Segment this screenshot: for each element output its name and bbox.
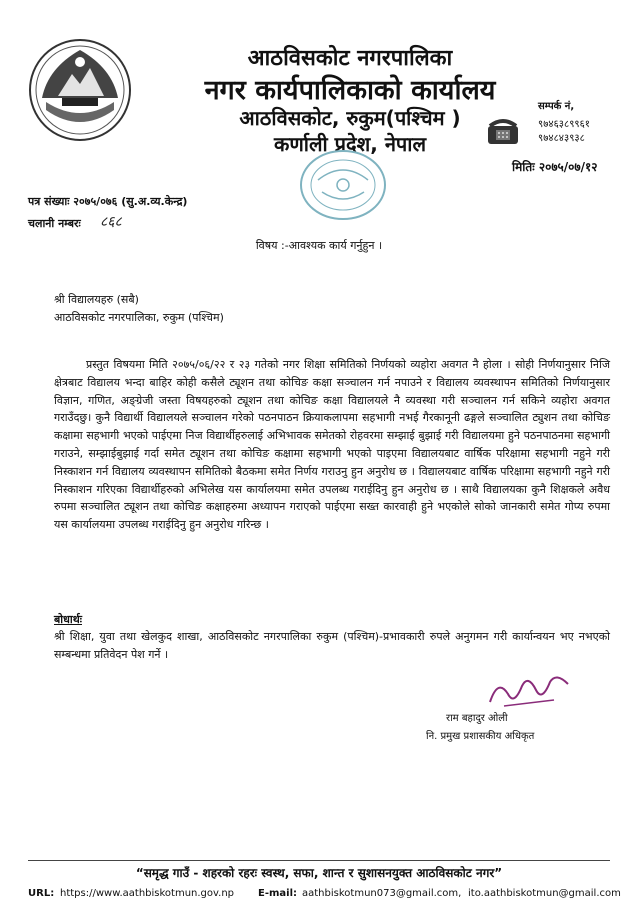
- addressee-line-2: आठविसकोट नगरपालिका, रुकुम (पश्चिम): [54, 311, 224, 324]
- dispatch-number-handwritten: ८६८: [100, 214, 122, 230]
- contact-label: सम्पर्क नं,: [538, 101, 575, 112]
- website-link[interactable]: https://www.aathbiskotmun.gov.np: [60, 888, 235, 899]
- letter-subject: विषय :-आवश्यक कार्य गर्नुहुन ।: [255, 239, 383, 252]
- contact-phone-2: ९७४८४३९३८: [538, 133, 585, 144]
- signatory-title: नि. प्रमुख प्रशासकीय अधिकृत: [426, 731, 535, 742]
- cc-heading: बोधार्थः: [54, 613, 82, 626]
- telephone-icon: [486, 116, 520, 146]
- dispatch-number-label: चलानी नम्बरः: [28, 217, 81, 230]
- signatory-name: राम बहादुर ओली: [446, 713, 508, 724]
- letter-number: पत्र संख्याः २०७५/०७६ (सु.अ.व्य.केन्द्र): [28, 195, 188, 208]
- letter-date: मितिः २०७५/०७/१२: [512, 160, 598, 174]
- email-link-2[interactable]: ito.aathbiskotmun@gmail.com: [468, 888, 621, 899]
- email-label: E-mail:: [258, 888, 298, 899]
- province-country: कर्णाली प्रदेश, नेपाल: [273, 132, 427, 156]
- contact-phone-1: ९७४६३८९९६१: [538, 119, 590, 130]
- footer-divider: [28, 860, 610, 861]
- url-label: URL:: [28, 888, 55, 899]
- office-location: आठविसकोट, रुकुम(पश्चिम ): [239, 106, 461, 130]
- letter-body: प्रस्तुत विषयमा मिति २०७५/०६/२२ र २३ गतेको नगर शिक्षा समितिको निर्णयको व्यहोरा अवगत नै होला । सोही निर्णयानुसार निजि क्षेत्रबाट विद्यालय भन्दा बाहिर कोही कसैले ट्यूशन तथा कोचिङ कक्षा सञ्चालन गर्न नपाउने र विद्यालय व्यवस्थापन समितिको निर्णयानुसार विज्ञान, गणित, अङ्ग्रेजी जस्ता विषयहरुको ट्यूशन तथा कोचिङ कक्षा विद्यालयले नै व्यवस्था गरी सञ्चालन गर्न सकिने व्यहोरा अवगत गराउँदछु। कुनै विद्यार्थी विद्यालयले सञ्चालन गरेको पठनपाठन क्रियाकलापमा सहभागी नभई गैरकानूनी ढङ्गले सञ्चालित ट्युशन तथा कोचिङ कक्षामा सहभागी भएको पाईएमा निज विद्यार्थीहरुलाई अभिभावक समेतको रोहवरमा सम्झाई बुझाई गरी विद्यालयमा हुने पठनपाठनमा सहभागी गराउने, सम्झाईबुझाई गर्दा समेत ट्यूशन तथा कोचिङ कक्षामा सहभागी भएको पाइएमा विद्यालयबाट वार्षिक परिक्षामा सहभागी नहुने गरी निस्काशन गर्न विद्यालय व्यवस्थापन समितिको बैठकमा समेत निर्णय गराउनु हुन अनुरोध छ । विद्यालयबाट वार्षिक परिक्षामा सहभागी नहुने गरी निस्काशन गरिएका विद्यार्थीहरुको अभिलेख यस कार्यालयमा समेत उपलब्ध गराईदिनु हुन अनुरोध छ । साथै विद्यालयका कुनै शिक्षकले अवैध रुपमा सञ्चालित ट्यूशन तथा कोचिङ कक्षाहरुमा अध्यापन गराएको पाईएमा सख्त कारवाही हुने भएकोले सोको जानकारी समेत गोप्य रुपमा यस कार्यालयमा उपलब्ध गराईदिनु हुन अनुरोध गरिन्छ ।: [54, 358, 610, 532]
- handwritten-signature: [484, 672, 574, 712]
- office-name: नगर कार्यपालिकाको कार्यालय: [204, 75, 496, 106]
- footer-motto: “समृद्ध गाउँ - शहरको रहरः स्वस्थ, सफा, शान्त र सुशासनयुक्त आठविसकोट नगर”: [135, 866, 503, 880]
- nepal-emblem-logo: [28, 38, 132, 142]
- addressee-line-1: श्री विद्यालयहरु (सबै): [54, 293, 139, 306]
- email-link-1[interactable]: aathbiskotmun073@gmail.com,: [302, 888, 462, 899]
- office-stamp: [288, 140, 398, 230]
- cc-body: श्री शिक्षा, युवा तथा खेलकुद शाखा, आठविसकोट नगरपालिका रुकुम (पश्चिम)-प्रभावकारी रुपले अनुगमन गरी कार्यान्वयन भए नभएको सम्बन्धमा प्रतिवेदन पेश गर्ने ।: [54, 630, 610, 661]
- municipality-name: आठविसकोट नगरपालिका: [247, 46, 453, 71]
